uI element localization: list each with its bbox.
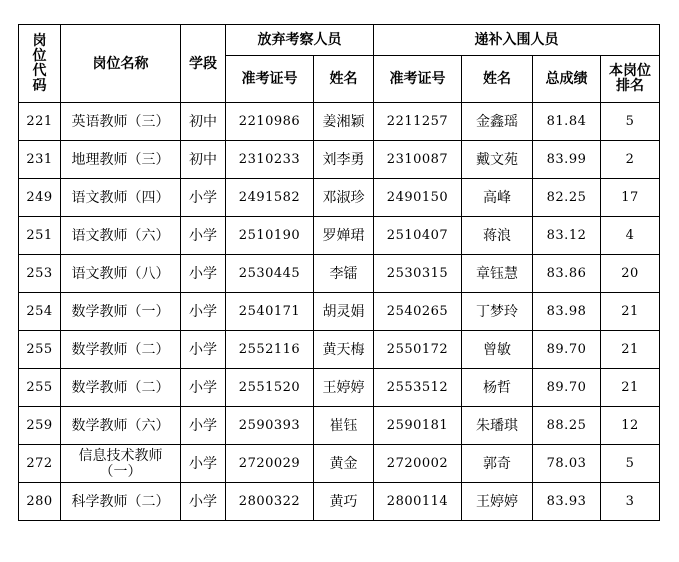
cell-total-score: 81.84 — [533, 103, 601, 141]
cell-rep-exam-no: 2310087 — [374, 141, 462, 179]
header-post-name: 岗位名称 — [61, 25, 181, 103]
table-row — [19, 179, 660, 217]
cell-post-name: 数学教师（二） — [61, 369, 181, 407]
cell-stage: 小学 — [181, 483, 226, 521]
cell-given-up-name: 黄天梅 — [314, 331, 374, 369]
cell-rep-exam-no: 2550172 — [374, 331, 462, 369]
cell-rank: 20 — [601, 255, 660, 293]
cell-stage: 小学 — [181, 179, 226, 217]
cell-rep-exam-no: 2720002 — [374, 445, 462, 483]
cell-rep-name: 杨哲 — [462, 369, 533, 407]
header-given-up-name: 姓名 — [314, 56, 374, 103]
cell-given-up-name: 李镭 — [314, 255, 374, 293]
cell-rep-exam-no: 2553512 — [374, 369, 462, 407]
cell-post-name: 数学教师（六） — [61, 407, 181, 445]
table-row — [19, 217, 660, 255]
cell-rank: 5 — [601, 445, 660, 483]
cell-rank: 2 — [601, 141, 660, 179]
header-rank: 本岗位排名 — [601, 56, 660, 103]
cell-post-name: 英语教师（三） — [61, 103, 181, 141]
table-row — [19, 445, 660, 483]
cell-rep-exam-no: 2490150 — [374, 179, 462, 217]
cell-stage: 小学 — [181, 293, 226, 331]
header-rep-exam-no: 准考证号 — [374, 56, 462, 103]
cell-rank: 17 — [601, 179, 660, 217]
cell-given-up-exam-no: 2551520 — [226, 369, 314, 407]
cell-given-up-name: 黄巧 — [314, 483, 374, 521]
cell-given-up-name: 邓淑珍 — [314, 179, 374, 217]
cell-post-code: 251 — [19, 217, 61, 255]
cell-stage: 小学 — [181, 331, 226, 369]
cell-given-up-name: 王婷婷 — [314, 369, 374, 407]
replacement-table — [18, 24, 660, 521]
cell-post-name: 信息技术教师（一） — [61, 445, 181, 483]
cell-post-code: 231 — [19, 141, 61, 179]
cell-rank: 4 — [601, 217, 660, 255]
table-row — [19, 369, 660, 407]
cell-rep-name: 丁梦玲 — [462, 293, 533, 331]
cell-rep-name: 朱璠琪 — [462, 407, 533, 445]
cell-total-score: 78.03 — [533, 445, 601, 483]
cell-total-score: 83.98 — [533, 293, 601, 331]
cell-given-up-exam-no: 2720029 — [226, 445, 314, 483]
cell-given-up-exam-no: 2510190 — [226, 217, 314, 255]
cell-rank: 21 — [601, 331, 660, 369]
cell-post-name: 语文教师（八） — [61, 255, 181, 293]
cell-given-up-name: 崔钰 — [314, 407, 374, 445]
cell-rep-name: 郭奇 — [462, 445, 533, 483]
cell-post-code: 280 — [19, 483, 61, 521]
header-rep-name: 姓名 — [462, 56, 533, 103]
cell-post-code: 221 — [19, 103, 61, 141]
cell-rank: 21 — [601, 293, 660, 331]
header-total-score: 总成绩 — [533, 56, 601, 103]
cell-given-up-name: 姜湘颖 — [314, 103, 374, 141]
cell-rep-name: 戴文苑 — [462, 141, 533, 179]
cell-total-score: 83.12 — [533, 217, 601, 255]
cell-stage: 小学 — [181, 369, 226, 407]
table-row — [19, 103, 660, 141]
cell-rep-name: 金鑫瑶 — [462, 103, 533, 141]
cell-rank: 12 — [601, 407, 660, 445]
header-given-up-group: 放弃考察人员 — [226, 25, 374, 56]
cell-rep-exam-no: 2590181 — [374, 407, 462, 445]
cell-rank: 5 — [601, 103, 660, 141]
table-row — [19, 255, 660, 293]
cell-rep-exam-no: 2510407 — [374, 217, 462, 255]
cell-given-up-name: 刘李勇 — [314, 141, 374, 179]
cell-post-name: 数学教师（二） — [61, 331, 181, 369]
cell-total-score: 82.25 — [533, 179, 601, 217]
cell-rep-exam-no: 2800114 — [374, 483, 462, 521]
cell-rank: 3 — [601, 483, 660, 521]
cell-given-up-exam-no: 2530445 — [226, 255, 314, 293]
cell-stage: 小学 — [181, 255, 226, 293]
cell-given-up-name: 黄金 — [314, 445, 374, 483]
cell-given-up-exam-no: 2210986 — [226, 103, 314, 141]
cell-rep-name: 王婷婷 — [462, 483, 533, 521]
cell-given-up-name: 胡灵娟 — [314, 293, 374, 331]
cell-stage: 初中 — [181, 103, 226, 141]
cell-total-score: 83.93 — [533, 483, 601, 521]
cell-total-score: 89.70 — [533, 369, 601, 407]
cell-rep-name: 高峰 — [462, 179, 533, 217]
cell-total-score: 89.70 — [533, 331, 601, 369]
cell-stage: 初中 — [181, 141, 226, 179]
cell-total-score: 83.86 — [533, 255, 601, 293]
header-post-code: 岗位代码 — [19, 25, 61, 103]
cell-rep-exam-no: 2530315 — [374, 255, 462, 293]
cell-stage: 小学 — [181, 407, 226, 445]
cell-post-code: 272 — [19, 445, 61, 483]
cell-rep-name: 章钰慧 — [462, 255, 533, 293]
cell-post-code: 255 — [19, 331, 61, 369]
cell-post-name: 地理教师（三） — [61, 141, 181, 179]
cell-given-up-exam-no: 2491582 — [226, 179, 314, 217]
table-row — [19, 407, 660, 445]
cell-rep-name: 蒋浪 — [462, 217, 533, 255]
cell-post-code: 259 — [19, 407, 61, 445]
cell-stage: 小学 — [181, 445, 226, 483]
cell-post-name: 语文教师（六） — [61, 217, 181, 255]
cell-post-code: 249 — [19, 179, 61, 217]
cell-post-code: 255 — [19, 369, 61, 407]
cell-total-score: 83.99 — [533, 141, 601, 179]
cell-post-name: 科学教师（二） — [61, 483, 181, 521]
cell-rep-exam-no: 2211257 — [374, 103, 462, 141]
header-given-up-exam-no: 准考证号 — [226, 56, 314, 103]
cell-given-up-exam-no: 2552116 — [226, 331, 314, 369]
table-row — [19, 331, 660, 369]
table-row — [19, 293, 660, 331]
table-row — [19, 483, 660, 521]
cell-post-name: 语文教师（四） — [61, 179, 181, 217]
header-stage: 学段 — [181, 25, 226, 103]
cell-given-up-exam-no: 2590393 — [226, 407, 314, 445]
cell-rep-name: 曾敏 — [462, 331, 533, 369]
cell-given-up-exam-no: 2800322 — [226, 483, 314, 521]
header-replacement-group: 递补入围人员 — [374, 25, 660, 56]
cell-given-up-name: 罗婵珺 — [314, 217, 374, 255]
cell-total-score: 88.25 — [533, 407, 601, 445]
cell-given-up-exam-no: 2540171 — [226, 293, 314, 331]
cell-given-up-exam-no: 2310233 — [226, 141, 314, 179]
cell-post-code: 253 — [19, 255, 61, 293]
cell-rank: 21 — [601, 369, 660, 407]
cell-post-name: 数学教师（一） — [61, 293, 181, 331]
table-row — [19, 141, 660, 179]
cell-rep-exam-no: 2540265 — [374, 293, 462, 331]
cell-post-code: 254 — [19, 293, 61, 331]
cell-stage: 小学 — [181, 217, 226, 255]
